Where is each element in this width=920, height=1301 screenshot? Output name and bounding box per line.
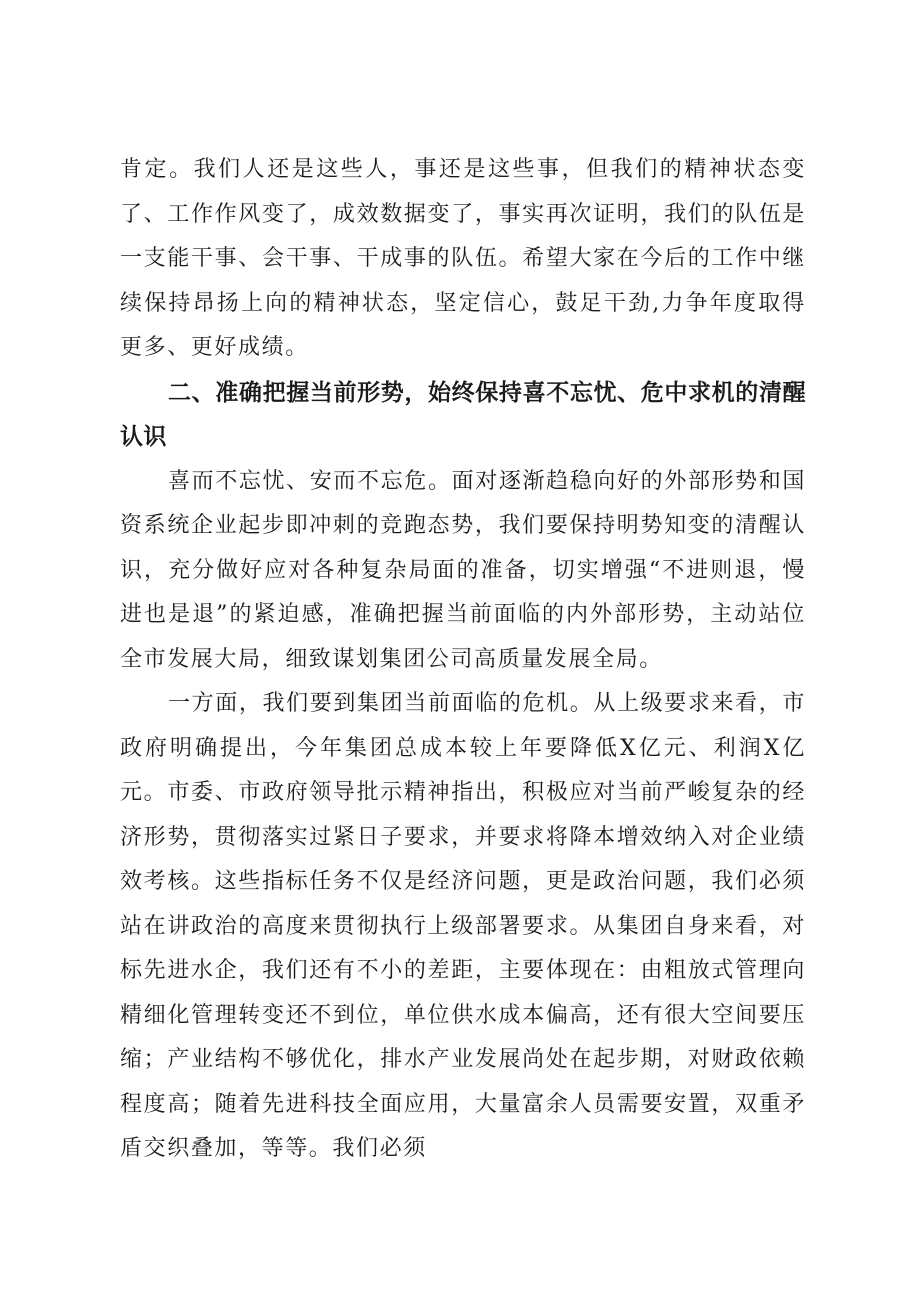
section-paragraph-intro: 喜而不忘忧、安而不忘危。面对逐渐趋稳向好的外部形势和国资系统企业起步即冲刺的竞跑态势，我们要保持明势知变的清醒认识，充分做好应对各种复杂局面的准备，切实增强“不进则退，慢进也是退”的紧迫感，准确把握当前面临的内外部形势，主动站位全市发展大局，细致谋划集团公司高质量发展全局。	[120, 468, 806, 672]
document-body	[120, 148, 806, 1172]
section-heading: 二、准确把握当前形势，始终保持喜不忘忧、危中求机的清醒认识	[120, 379, 806, 450]
section-paragraph-risks: 一方面，我们要到集团当前面临的危机。从上级要求来看，市政府明确提出，今年集团总成本较上年要降低X亿元、利润X亿元。市委、市政府领导批示精神指出，积极应对当前严峻复杂的经济形势，贯彻落实过紧日子要求，并要求将降本增效纳入对企业绩效考核。这些指标任务不仅是经济问题，更是政治问题，我们必须站在讲政治的高度来贯彻执行上级部署要求。从集团自身来看，对标先进水企，我们还有不小的差距，主要体现在：由粗放式管理向精细化管理转变还不到位，单位供水成本偏高，还有很大空间要压缩；产业结构不够优化，排水产业发展尚处在起步期，对财政依赖程度高；随着先进科技全面应用，大量富余人员需要安置，双重矛盾交织叠加，等等。我们必须	[120, 691, 806, 1161]
paragraph-continuation: 肯定。我们人还是这些人，事还是这些事，但我们的精神状态变了、工作作风变了，成效数据变了，事实再次证明，我们的队伍是一支能干事、会干事、干成事的队伍。希望大家在今后的工作中继续保持昂扬上向的精神状态，坚定信心，鼓足干劲,力争年度取得更多、更好成绩。	[120, 157, 806, 360]
